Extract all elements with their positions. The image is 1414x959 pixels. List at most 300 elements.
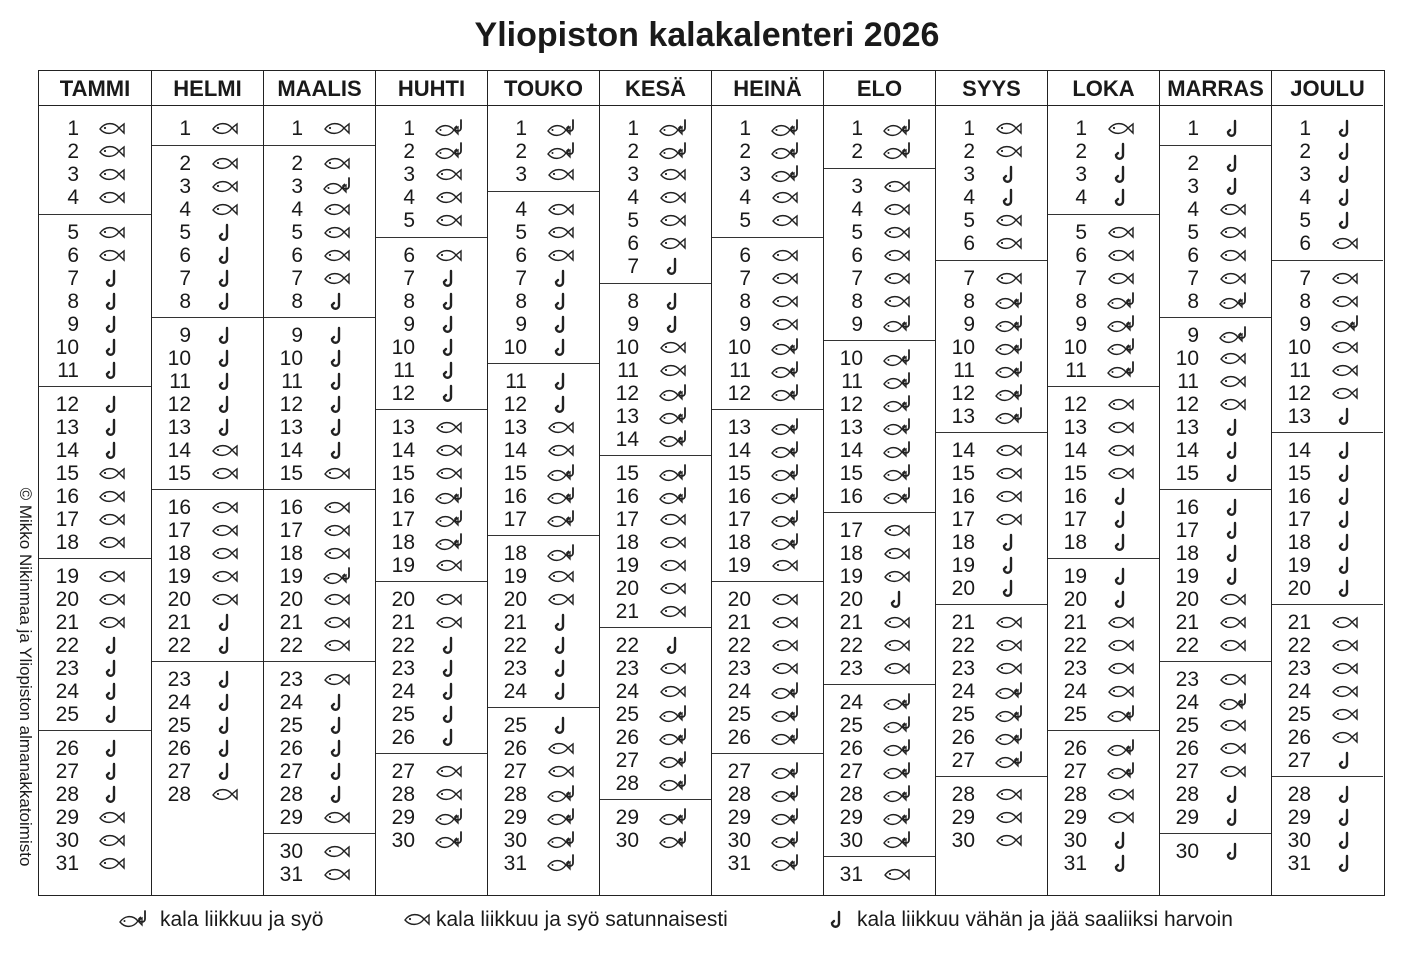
day-row	[600, 634, 711, 657]
day-number: 23	[391, 657, 415, 680]
day-number: 13	[279, 416, 303, 439]
day-number: 27	[839, 760, 863, 783]
fish-hook-icon	[882, 119, 916, 139]
day-number: 8	[963, 290, 975, 313]
day-row	[712, 806, 823, 829]
day-row	[1272, 232, 1383, 255]
day-number: 18	[279, 542, 303, 565]
hook-icon	[322, 785, 356, 805]
day-row	[600, 749, 711, 772]
fish-hook-icon	[770, 762, 804, 782]
fish-hook-icon	[434, 142, 468, 162]
day-number: 4	[291, 198, 303, 221]
fish-hook-icon	[994, 338, 1028, 358]
day-number: 24	[1287, 680, 1311, 703]
hook-icon	[1218, 119, 1252, 139]
hook-icon	[210, 418, 244, 438]
day-number: 27	[951, 749, 975, 772]
day-row	[1160, 152, 1271, 175]
day-row	[376, 209, 487, 232]
day-number: 16	[951, 485, 975, 508]
day-number: 16	[1175, 496, 1199, 519]
day-row	[600, 290, 711, 313]
day-row	[376, 760, 487, 783]
day-number: 25	[167, 714, 191, 737]
day-row	[39, 588, 151, 611]
day-number: 14	[839, 439, 863, 462]
day-row	[712, 244, 823, 267]
fish-icon	[1218, 636, 1252, 656]
week-group	[1272, 260, 1383, 428]
hook-icon	[210, 246, 244, 266]
day-number: 28	[839, 783, 863, 806]
week-group	[1048, 214, 1159, 382]
day-row	[1272, 439, 1383, 462]
fish-icon	[1218, 372, 1252, 392]
hook-icon	[1218, 785, 1252, 805]
day-row	[1048, 760, 1159, 783]
day-number: 27	[391, 760, 415, 783]
day-number: 9	[403, 313, 415, 336]
fish-icon	[322, 842, 356, 862]
day-row	[264, 806, 375, 829]
fish-icon	[658, 682, 692, 702]
hook-icon	[1330, 165, 1364, 185]
day-row	[152, 439, 263, 462]
fish-icon	[1106, 223, 1140, 243]
day-number: 2	[739, 140, 751, 163]
fish-icon	[770, 636, 804, 656]
fish-icon	[994, 659, 1028, 679]
week-group	[152, 317, 263, 485]
fish-hook-icon	[770, 165, 804, 185]
day-number: 29	[55, 806, 79, 829]
hook-icon	[434, 636, 468, 656]
week-group	[936, 432, 1047, 600]
day-row	[1160, 244, 1271, 267]
day-row	[1048, 703, 1159, 726]
day-number: 12	[55, 393, 79, 416]
fish-hook-icon	[882, 315, 916, 335]
day-row	[376, 290, 487, 313]
fish-icon	[434, 211, 468, 231]
fish-hook-icon	[1218, 292, 1252, 312]
fish-hook-icon	[994, 384, 1028, 404]
day-number: 6	[1075, 244, 1087, 267]
day-row	[600, 428, 711, 451]
day-row	[264, 347, 375, 370]
fish-hook-icon	[1106, 292, 1140, 312]
day-number: 4	[627, 186, 639, 209]
day-row	[39, 508, 151, 531]
day-number: 21	[615, 600, 639, 623]
day-number: 26	[279, 737, 303, 760]
day-row	[264, 863, 375, 886]
fish-hook-icon	[658, 119, 692, 139]
day-number: 17	[1063, 508, 1087, 531]
day-number: 5	[515, 221, 527, 244]
day-number: 2	[963, 140, 975, 163]
hook-icon	[97, 636, 131, 656]
fish-icon	[994, 441, 1028, 461]
week-group	[264, 489, 375, 657]
fish-icon	[322, 269, 356, 289]
fish-icon	[1330, 269, 1364, 289]
day-row	[1160, 393, 1271, 416]
day-row	[488, 634, 599, 657]
day-row	[488, 416, 599, 439]
fish-icon	[1330, 384, 1364, 404]
day-row	[936, 611, 1047, 634]
day-row	[152, 496, 263, 519]
week-group	[712, 409, 823, 577]
fish-hook-icon	[882, 395, 916, 415]
day-number: 26	[727, 726, 751, 749]
month-column	[151, 71, 263, 895]
day-number: 29	[1063, 806, 1087, 829]
fish-hook-icon	[1106, 739, 1140, 759]
day-row	[264, 244, 375, 267]
fish-hook-icon	[882, 372, 916, 392]
fish-hook-icon	[994, 292, 1028, 312]
hook-icon	[994, 556, 1028, 576]
hook-icon	[1106, 590, 1140, 610]
day-row	[936, 829, 1047, 852]
day-row	[152, 290, 263, 313]
hook-icon	[1330, 211, 1364, 231]
fish-icon	[1330, 728, 1364, 748]
fish-icon	[546, 762, 580, 782]
day-row	[824, 519, 935, 542]
week-group	[600, 117, 711, 278]
day-row	[712, 163, 823, 186]
day-row	[376, 382, 487, 405]
month-column	[599, 71, 711, 895]
day-number: 16	[1287, 485, 1311, 508]
day-number: 11	[393, 359, 415, 382]
day-row	[824, 313, 935, 336]
day-number: 22	[55, 634, 79, 657]
day-number: 1	[1187, 117, 1199, 140]
day-number: 16	[1063, 485, 1087, 508]
day-number: 27	[503, 760, 527, 783]
day-row	[488, 588, 599, 611]
day-number: 18	[391, 531, 415, 554]
day-number: 10	[55, 336, 79, 359]
hook-icon	[1218, 441, 1252, 461]
day-number: 5	[67, 221, 79, 244]
day-number: 8	[1075, 290, 1087, 313]
day-row	[1160, 290, 1271, 313]
fish-icon	[770, 211, 804, 231]
day-row	[152, 634, 263, 657]
hook-icon	[322, 395, 356, 415]
day-number: 7	[1187, 267, 1199, 290]
hook-icon	[1218, 808, 1252, 828]
day-number: 20	[727, 588, 751, 611]
day-number: 18	[839, 542, 863, 565]
day-row	[824, 714, 935, 737]
fish-icon	[210, 785, 244, 805]
day-row	[488, 336, 599, 359]
fish-hook-icon	[770, 142, 804, 162]
day-row	[488, 370, 599, 393]
day-number: 23	[279, 668, 303, 691]
day-number: 6	[627, 232, 639, 255]
day-row	[152, 760, 263, 783]
day-row	[376, 611, 487, 634]
week-group	[39, 117, 151, 209]
day-row	[1048, 565, 1159, 588]
day-number: 24	[615, 680, 639, 703]
day-row	[488, 267, 599, 290]
hook-icon	[97, 705, 131, 725]
day-number: 7	[291, 267, 303, 290]
day-number: 19	[951, 554, 975, 577]
day-row	[1272, 313, 1383, 336]
fish-hook-icon	[546, 831, 580, 851]
fish-icon	[882, 177, 916, 197]
day-number: 14	[951, 439, 975, 462]
day-row	[1160, 840, 1271, 863]
day-row	[1048, 439, 1159, 462]
day-number: 1	[1075, 117, 1087, 140]
day-row	[376, 680, 487, 703]
day-number: 1	[67, 117, 79, 140]
hook-icon	[210, 762, 244, 782]
day-row	[1160, 714, 1271, 737]
fish-icon	[994, 510, 1028, 530]
fish-icon	[658, 510, 692, 530]
day-row	[1048, 336, 1159, 359]
day-number: 10	[727, 336, 751, 359]
week-group	[152, 661, 263, 806]
day-row	[39, 829, 151, 852]
fish-hook-icon	[770, 441, 804, 461]
day-number: 1	[1299, 117, 1311, 140]
day-number: 17	[391, 508, 415, 531]
hook-icon	[97, 682, 131, 702]
day-number: 18	[167, 542, 191, 565]
week-group	[936, 117, 1047, 255]
month-header: MAALIS	[264, 71, 375, 106]
day-row	[712, 783, 823, 806]
day-row	[936, 703, 1047, 726]
day-number: 8	[515, 290, 527, 313]
week-group	[1160, 661, 1271, 829]
day-row	[600, 336, 711, 359]
fish-hook-icon	[770, 418, 804, 438]
day-number: 26	[1175, 737, 1199, 760]
day-row	[152, 416, 263, 439]
day-row	[936, 508, 1047, 531]
legend-label: kala liikkuu vähän ja jää saaliiksi harvoin	[857, 908, 1233, 931]
fish-icon	[97, 613, 131, 633]
week-group	[600, 455, 711, 623]
day-row	[376, 703, 487, 726]
fish-icon	[1330, 659, 1364, 679]
day-number: 17	[839, 519, 863, 542]
day-number: 7	[1075, 267, 1087, 290]
day-row	[376, 186, 487, 209]
day-number: 6	[1187, 244, 1199, 267]
day-number: 23	[1175, 668, 1199, 691]
day-row	[39, 186, 151, 209]
day-row	[488, 829, 599, 852]
fish-icon	[882, 223, 916, 243]
day-row	[600, 680, 711, 703]
day-row	[1160, 370, 1271, 393]
day-row	[376, 439, 487, 462]
day-row	[1160, 668, 1271, 691]
day-row	[488, 680, 599, 703]
day-number: 11	[281, 370, 303, 393]
day-number: 29	[391, 806, 415, 829]
day-row	[264, 634, 375, 657]
day-row	[1048, 313, 1159, 336]
fish-icon	[210, 521, 244, 541]
day-number: 4	[1299, 186, 1311, 209]
day-row	[488, 542, 599, 565]
fish-icon	[770, 292, 804, 312]
day-number: 9	[1299, 313, 1311, 336]
day-row	[600, 554, 711, 577]
day-number: 3	[67, 163, 79, 186]
day-number: 25	[279, 714, 303, 737]
week-group	[39, 558, 151, 726]
day-number: 7	[1299, 267, 1311, 290]
day-number: 31	[1063, 852, 1087, 875]
fish-hook-icon	[546, 854, 580, 874]
week-group	[1048, 386, 1159, 554]
day-number: 23	[1063, 657, 1087, 680]
day-number: 11	[841, 370, 863, 393]
day-row	[1160, 267, 1271, 290]
day-row	[376, 140, 487, 163]
day-row	[264, 416, 375, 439]
day-row	[1048, 186, 1159, 209]
week-group	[264, 833, 375, 886]
day-row	[936, 749, 1047, 772]
fish-icon	[994, 119, 1028, 139]
fish-icon	[210, 177, 244, 197]
day-number: 30	[55, 829, 79, 852]
day-row	[39, 140, 151, 163]
day-row	[152, 347, 263, 370]
day-row	[39, 462, 151, 485]
fish-icon	[322, 636, 356, 656]
day-number: 16	[55, 485, 79, 508]
day-number: 20	[279, 588, 303, 611]
week-group	[152, 145, 263, 313]
day-row	[152, 152, 263, 175]
fish-icon	[1106, 636, 1140, 656]
day-row	[39, 221, 151, 244]
day-row	[1160, 221, 1271, 244]
day-number: 1	[739, 117, 751, 140]
day-row	[712, 760, 823, 783]
day-row	[488, 462, 599, 485]
fish-icon	[210, 590, 244, 610]
day-number: 5	[179, 221, 191, 244]
day-number: 3	[403, 163, 415, 186]
week-group	[600, 799, 711, 852]
day-number: 7	[515, 267, 527, 290]
fish-icon	[1218, 762, 1252, 782]
day-number: 28	[1175, 783, 1199, 806]
day-number: 25	[839, 714, 863, 737]
fish-hook-icon	[1106, 361, 1140, 381]
fish-icon	[1106, 246, 1140, 266]
day-number: 2	[515, 140, 527, 163]
day-row	[712, 485, 823, 508]
day-number: 30	[279, 840, 303, 863]
day-number: 30	[1175, 840, 1199, 863]
day-number: 26	[1063, 737, 1087, 760]
day-number: 21	[391, 611, 415, 634]
day-number: 10	[1063, 336, 1087, 359]
day-number: 3	[851, 175, 863, 198]
fish-icon	[546, 590, 580, 610]
day-number: 5	[1187, 221, 1199, 244]
fish-icon	[97, 188, 131, 208]
fish-icon	[1218, 349, 1252, 369]
day-number: 21	[503, 611, 527, 634]
fish-icon	[546, 246, 580, 266]
day-row	[712, 382, 823, 405]
day-row	[1160, 542, 1271, 565]
fish-hook-icon	[770, 533, 804, 553]
day-number: 6	[291, 244, 303, 267]
day-row	[1160, 117, 1271, 140]
week-group	[1160, 317, 1271, 485]
day-row	[39, 531, 151, 554]
fish-icon	[322, 521, 356, 541]
fish-icon	[882, 292, 916, 312]
day-row	[1048, 290, 1159, 313]
day-row	[1272, 209, 1383, 232]
hook-icon	[1106, 831, 1140, 851]
day-number: 10	[167, 347, 191, 370]
day-number: 18	[503, 542, 527, 565]
day-row	[39, 703, 151, 726]
day-row	[376, 554, 487, 577]
fish-icon	[1218, 670, 1252, 690]
day-row	[1048, 737, 1159, 760]
day-row	[824, 198, 935, 221]
day-number: 5	[851, 221, 863, 244]
day-row	[488, 508, 599, 531]
fish-icon	[882, 246, 916, 266]
fish-hook-icon	[546, 785, 580, 805]
day-row	[600, 359, 711, 382]
month-header: SYYS	[936, 71, 1047, 106]
hook-icon	[1106, 533, 1140, 553]
hook-icon	[210, 739, 244, 759]
fish-icon	[546, 165, 580, 185]
month-header: MARRAS	[1160, 71, 1271, 106]
hook-icon	[210, 349, 244, 369]
fish-icon	[210, 498, 244, 518]
hook-icon	[434, 269, 468, 289]
day-number: 7	[851, 267, 863, 290]
day-row	[936, 313, 1047, 336]
day-row	[39, 359, 151, 382]
hook-icon	[434, 682, 468, 702]
day-row	[152, 565, 263, 588]
day-number: 23	[167, 668, 191, 691]
day-number: 22	[727, 634, 751, 657]
